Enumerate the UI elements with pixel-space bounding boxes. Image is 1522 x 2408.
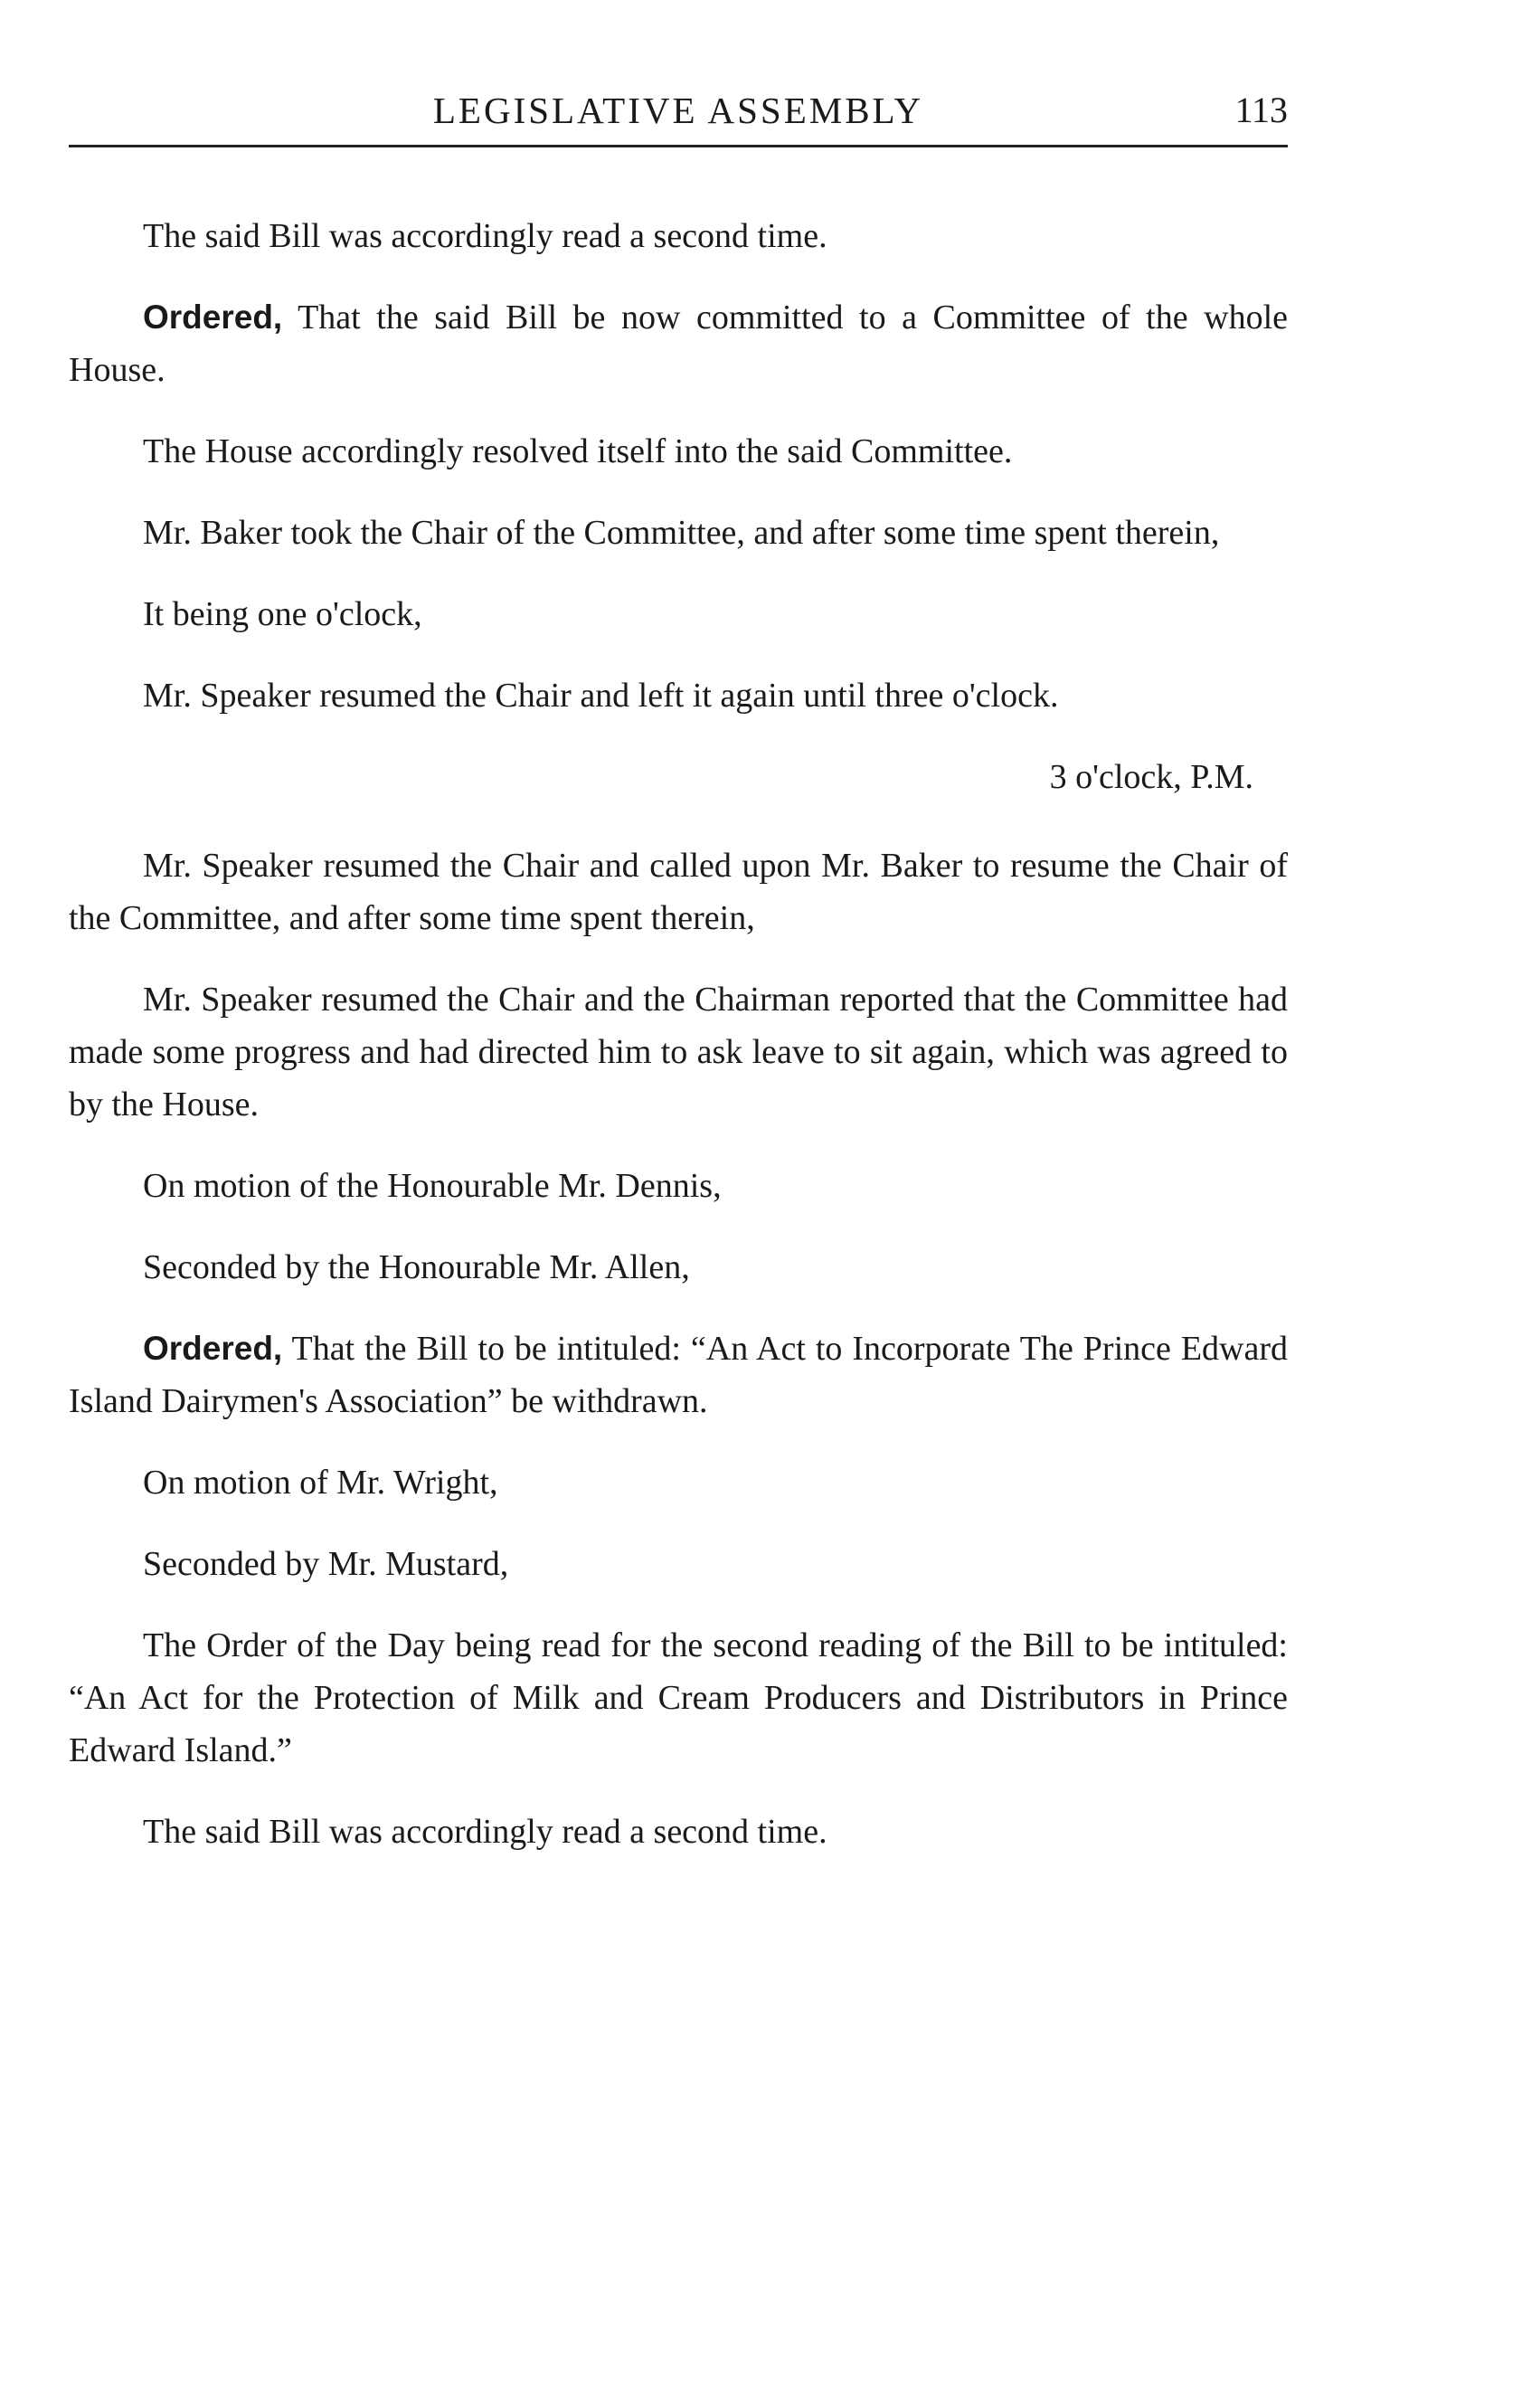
paragraph-motion-dennis: On motion of the Honourable Mr. Dennis, — [143, 1167, 722, 1205]
paragraph-speaker-left-chair: Mr. Speaker resumed the Chair and left it again until three o'clock. — [143, 677, 1059, 715]
header-rule — [69, 145, 1288, 147]
paragraph-seconded-allen: Seconded by the Honourable Mr. Allen, — [143, 1248, 690, 1286]
paragraph-seconded-mustard: Seconded by Mr. Mustard, — [143, 1545, 509, 1583]
page-number: 113 — [1234, 90, 1288, 130]
paragraph-bill-read-second-time-final: The said Bill was accordingly read a second time. — [143, 1813, 827, 1851]
journal-body — [69, 210, 1288, 1887]
ordered-label: Ordered, — [143, 299, 283, 336]
running-title: LEGISLATIVE ASSEMBLY — [432, 90, 924, 131]
paragraph-speaker-called-baker: Mr. Speaker resumed the Chair and called upon Mr. Baker to resume the Chair of the Committee, and after some time spent therein, — [69, 847, 1288, 937]
time-marker-three-oclock: 3 o'clock, P.M. — [1049, 758, 1253, 796]
paragraph-baker-took-chair: Mr. Baker took the Chair of the Committee, and after some time spent therein, — [143, 514, 1220, 552]
journal-page — [69, 0, 1288, 2408]
paragraph-order-of-the-day: The Order of the Day being read for the second reading of the Bill to be intituled: “An Act for the Protection of Milk and Cream Producers and Distributors in Prince Edward Island.” — [69, 1626, 1288, 1769]
paragraph-ordered-withdrawn: Ordered, That the Bill to be intituled: “An Act to Incorporate The Prince Edward Island Dairymen's Association” be withdrawn. — [69, 1330, 1288, 1420]
paragraph-one-oclock: It being one o'clock, — [143, 595, 422, 633]
paragraph-motion-wright: On motion of Mr. Wright, — [143, 1464, 498, 1502]
paragraph-house-resolved: The House accordingly resolved itself into the said Committee. — [143, 432, 1013, 470]
paragraph-ordered-committed: Ordered, That the said Bill be now committed to a Committee of the whole House. — [69, 299, 1288, 389]
paragraph-bill-read-second-time: The said Bill was accordingly read a second time. — [143, 217, 827, 255]
paragraph-chairman-reported: Mr. Speaker resumed the Chair and the Chairman reported that the Committee had made some progress and had directed him to ask leave to sit again, which was agreed to by the House. — [69, 981, 1288, 1123]
ordered-label: Ordered, — [143, 1330, 283, 1367]
running-head — [69, 83, 1288, 137]
